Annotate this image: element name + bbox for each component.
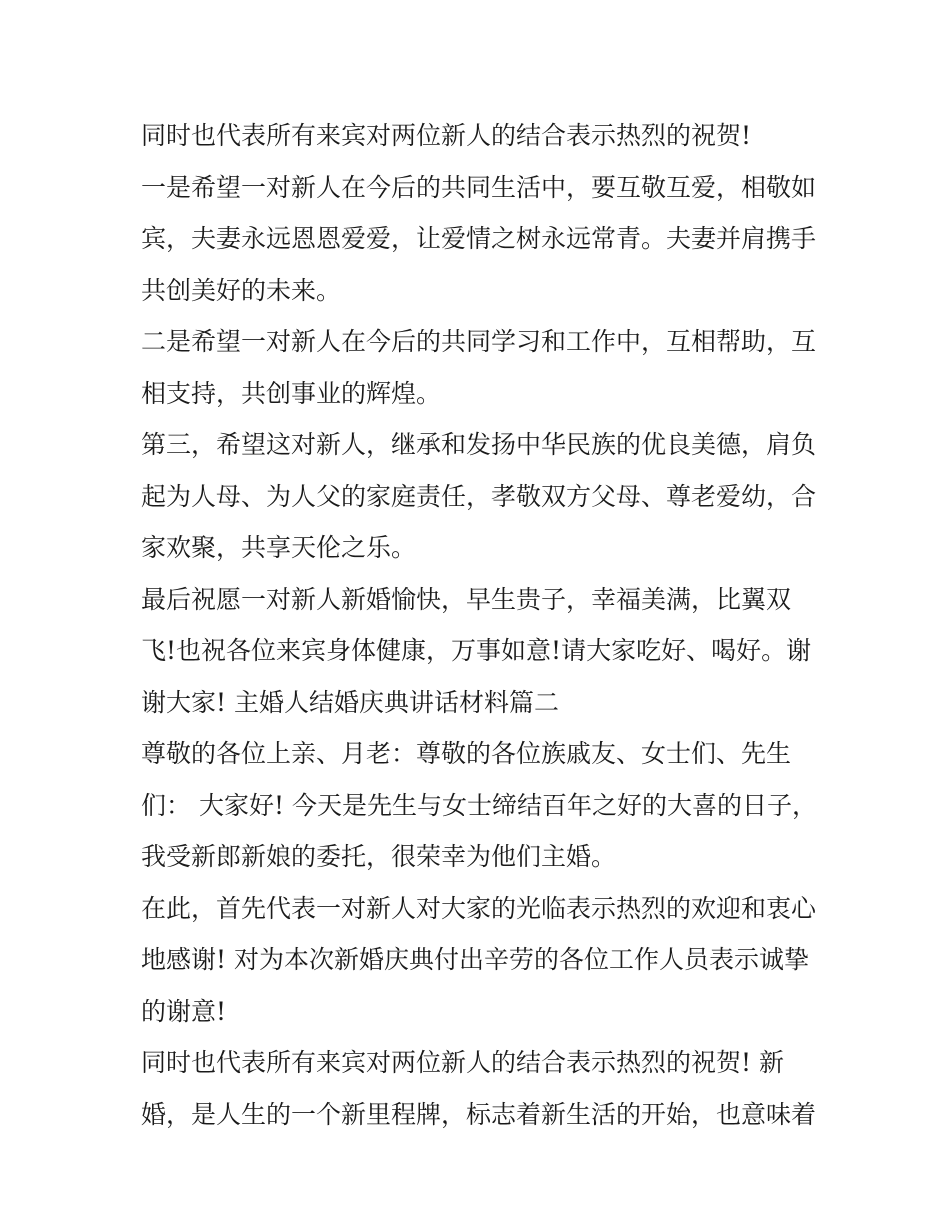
text-line: 飞!也祝各位来宾身体健康，万事如意!请大家吃好、喝好。谢 — [141, 636, 812, 665]
text-line: 相支持，共创事业的辉煌。 — [141, 378, 442, 408]
text-line: 一是希望一对新人在今后的共同生活中，要互敬互爱，相敬如 — [141, 172, 817, 202]
text-line: 同时也代表所有来宾对两位新人的结合表示热烈的祝贺! 新 — [141, 1048, 784, 1077]
text-line: 二是希望一对新人在今后的共同学习和工作中，互相帮助，互 — [141, 327, 817, 356]
text-line: 地感谢! 对为本次新婚庆典付出辛劳的各位工作人员表示诚挚 — [141, 945, 809, 974]
text-line: 最后祝愿一对新人新婚愉快，早生贵子，幸福美满，比翼双 — [141, 584, 792, 614]
document-body — [141, 110, 821, 1140]
text-line: 在此，首先代表一对新人对大家的光临表示热烈的欢迎和衷心 — [141, 893, 817, 923]
text-line: 尊敬的各位上亲、月老：尊敬的各位族戚友、女士们、先生 — [141, 739, 792, 768]
section-heading-line: 谢大家! 主婚人结婚庆典讲话材料篇二 — [141, 687, 559, 717]
text-line: 们： 大家好! 今天是先生与女士缔结百年之好的大喜的日子， — [141, 790, 817, 820]
text-line: 我受新郎新娘的委托，很荣幸为他们主婚。 — [141, 842, 617, 871]
text-line: 第三，希望这对新人，继承和发扬中华民族的优良美德，肩负 — [141, 430, 817, 459]
text-line: 家欢聚，共享天伦之乐。 — [141, 533, 417, 562]
text-line: 宾，夫妻永远恩恩爱爱，让爱情之树永远常青。夫妻并肩携手 — [141, 224, 817, 253]
text-line: 婚，是人生的一个新里程牌，标志着新生活的开始，也意味着 — [141, 1099, 817, 1129]
text-line: 同时也代表所有来宾对两位新人的结合表示热烈的祝贺! — [141, 121, 752, 150]
text-line: 起为人母、为人父的家庭责任，孝敬双方父母、尊老爱幼，合 — [141, 481, 817, 511]
text-line: 共创美好的未来。 — [141, 275, 342, 305]
text-line: 的谢意! — [141, 996, 227, 1026]
